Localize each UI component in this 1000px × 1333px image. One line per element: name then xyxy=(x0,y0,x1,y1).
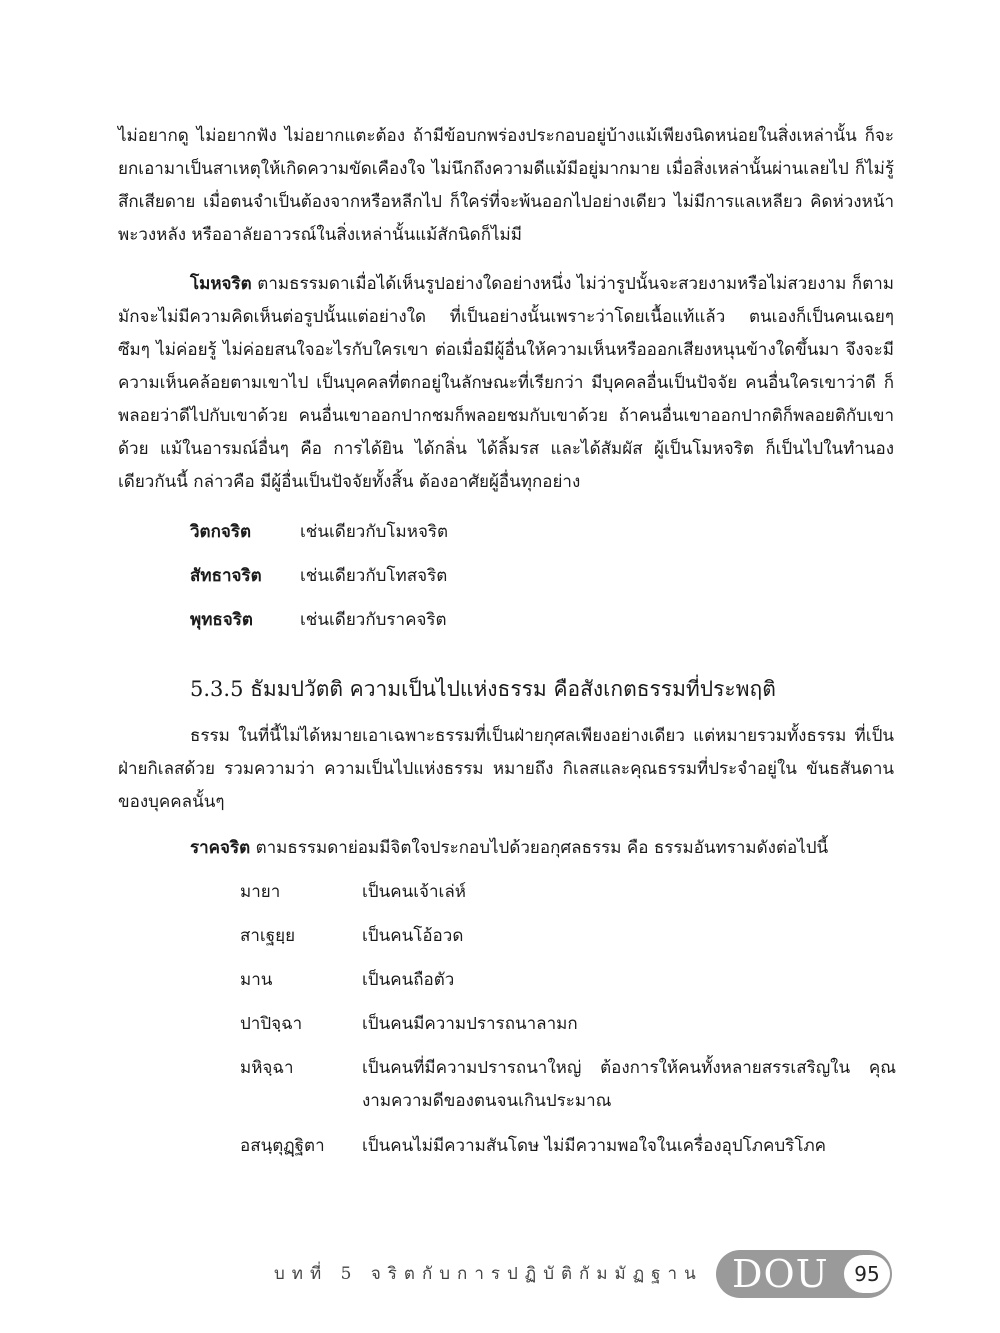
page-number: 95 xyxy=(844,1255,890,1293)
term-desc: เช่นเดียวกับโมหจริต xyxy=(300,522,449,542)
paragraph-dhamma xyxy=(118,720,894,819)
term-row-buddhi xyxy=(190,604,447,637)
definition-desc: เป็นคนโอ้อวด xyxy=(362,926,464,946)
term-row-vitakka xyxy=(190,516,448,549)
term-row-saddha xyxy=(190,560,447,593)
term-moha: โมหจริต xyxy=(190,274,252,294)
definition-term: ปาปิจฺฉา xyxy=(240,1014,303,1034)
term-label: วิตกจริต xyxy=(190,522,252,542)
definition-term: มหิจฺฉา xyxy=(240,1058,294,1078)
paragraph-raga xyxy=(118,832,894,865)
definition-term: สาเฐยฺย xyxy=(240,926,296,946)
definition-row xyxy=(240,964,896,997)
paragraph-1-text: ไม่อยากดู ไม่อยากฟัง ไม่อยากแตะต้อง ถ้ามีข้อบกพร่องประกอบอยู่บ้างแม้เพียงนิดหน่อยในสิ่งเหล่านั้น ก็จะยกเอามาเป็นสาเหตุให้เกิดความขัดเคืองใจ ไม่นึกถึงความดีแม้มีอยู่มากมาย เมื่อสิ่งเหล่านั้นผ่านเลยไป ก็ไม่รู้สึกเสียดาย เมื่อตนจำเป็นต้องจากหรือหลีกไป ก็ใคร่ที่จะพ้นออกไปอย่างเดียว ไม่มีการแลเหลียว คิดห่วงหน้าพะวงหลัง หรืออาลัยอาวรณ์ในสิ่งเหล่านั้นแม้สักนิดก็ไม่มี xyxy=(118,126,894,245)
definition-row xyxy=(240,1008,896,1041)
paragraph-raga-text: ตามธรรมดาย่อมมีจิตใจประกอบไปด้วยอกุศลธรรม คือ ธรรมอันทรามดังต่อไปนี้ xyxy=(250,838,829,858)
section-heading: 5.3.5 ธัมมปวัตติ ความเป็นไปแห่งธรรม คือสังเกตธรรมที่ประพฤติ xyxy=(190,677,776,701)
term-desc: เช่นเดียวกับโทสจริต xyxy=(300,566,448,586)
definition-desc: เป็นคนไม่มีความสันโดษ ไม่มีความพอใจในเครื่องอุปโภคบริโภค xyxy=(362,1136,827,1156)
term-desc: เช่นเดียวกับราคจริต xyxy=(300,610,447,630)
footer-chapter-title: บทที่ 5 จริตกับการปฏิบัติกัมมัฏฐาน xyxy=(274,1264,703,1284)
paragraph-dhamma-text: ธรรม ในที่นี้ไม่ได้หมายเอาเฉพาะธรรมที่เป็นฝ่ายกุศลเพียงอย่างเดียว แต่หมายรวมทั้งธรรม ที่เป็นฝ่ายกิเลสด้วย รวมความว่า ความเป็นไปแห่งธรรม หมายถึง กิเลสและคุณธรรมที่ประจำอยู่ใน ขันธสันดานของบุคคลนั้นๆ xyxy=(118,726,894,812)
term-label: พุทธจริต xyxy=(190,610,253,630)
term-label: สัทธาจริต xyxy=(190,566,262,586)
definition-desc: เป็นคนมีความปรารถนาลามก xyxy=(362,1014,578,1034)
definition-desc: เป็นคนถือตัว xyxy=(362,970,455,990)
definition-term: มายา xyxy=(240,882,281,902)
paragraph-moha-text: ตามธรรมดาเมื่อได้เห็นรูปอย่างใดอย่างหนึ่ง ไม่ว่ารูปนั้นจะสวยงามหรือไม่สวยงาม ก็ตาม มักจะไม่มีความคิดเห็นต่อรูปนั้นแต่อย่างใด ที่เป็นอย่างนั้นเพราะว่าโดยเนื้อแท้แล้ว ตนเองก็เป็นคนเฉยๆ ซึมๆ ไม่ค่อยรู้ ไม่ค่อยสนใจอะไรกับใครเขา ต่อเมื่อมีผู้อื่นให้ความเห็นหรือออกเสียงหนุนข้างใดขึ้นมา จึงจะมี ความเห็นคล้อยตามเขาไป เป็นบุคคลที่ตกอยู่ในลักษณะที่เรียกว่า มีบุคคลอื่นเป็นปัจจัย คนอื่นใครเขาว่าดี ก็พลอยว่าดีไปกับเขาด้วย คนอื่นเขาออกปากชมก็พลอยชมกับเขาด้วย ถ้าคนอื่นเขาออกปากติก็พลอยติกับเขา ด้วย แม้ในอารมณ์อื่นๆ คือ การได้ยิน ได้กลิ่น ได้ลิ้มรส และได้สัมผัส ผู้เป็นโมหจริต ก็เป็นไปในทำนอง เดียวกันนี้ กล่าวคือ มีผู้อื่นเป็นปัจจัยทั้งสิ้น ต้องอาศัยผู้อื่นทุกอย่าง xyxy=(118,274,894,492)
footer-badge xyxy=(716,1250,892,1298)
definition-term: อสนฺตุฏฺฐิตา xyxy=(240,1136,325,1156)
definition-row xyxy=(240,876,896,909)
definition-row xyxy=(240,1130,896,1163)
dou-logo: DOU xyxy=(732,1252,829,1296)
definition-row xyxy=(240,1052,896,1118)
paragraph-moha xyxy=(118,268,894,499)
term-raga: ราคจริต xyxy=(190,838,251,858)
definition-desc: เป็นคนเจ้าเล่ห์ xyxy=(362,882,466,902)
definition-term: มาน xyxy=(240,970,273,990)
definition-row xyxy=(240,920,896,953)
paragraph-1 xyxy=(118,120,894,252)
definition-desc: เป็นคนที่มีความปรารถนาใหญ่ ต้องการให้คนทั้งหลายสรรเสริญใน คุณงามความดีของตนจนเกินประมาณ xyxy=(362,1058,896,1111)
